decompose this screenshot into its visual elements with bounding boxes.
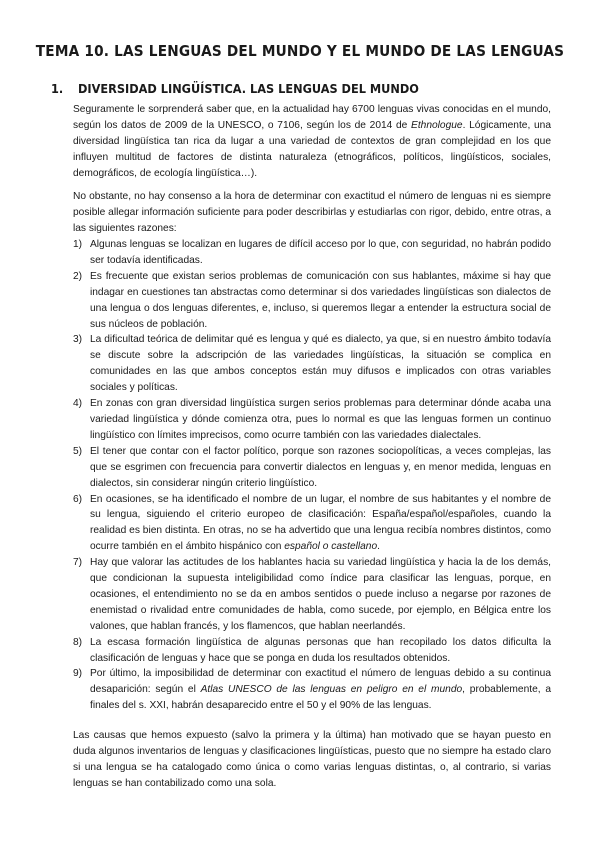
list-item-number: 5) bbox=[73, 445, 83, 457]
list-item-text: En zonas con gran diversidad lingüística surgen serios problemas para determinar dónde acaba una variedad lingüística y dónde comienza otra, pues lo normal es que las lenguas formen un continuo lingüístico con límites imprecisos, como ocurre también con las variedades dialectales. bbox=[90, 398, 551, 441]
list-item-text: En ocasiones, se ha identificado el nombre de un lugar, el nombre de sus habitantes y el nombre de su lengua, siguiendo el criterio europeo de clasificación: España/español/españoles, cuando la realidad es bien distinta. En otras, no se ha advertido que una lengua recibía nombres distintos, como ocurre también en el ámbito hispánico con bbox=[90, 493, 551, 553]
list-item-text: Algunas lenguas se localizan en lugares de difícil acceso por lo que, con seguridad, no habrán podido ser todavía identificadas. bbox=[90, 239, 551, 266]
section-number: 1. bbox=[51, 81, 64, 96]
list-item bbox=[73, 269, 551, 333]
section-heading bbox=[51, 81, 419, 96]
list-item-number: 2) bbox=[73, 270, 83, 282]
list-item bbox=[73, 237, 551, 269]
list-item-text: La escasa formación lingüística de algunas personas que han recopilado los datos dificulta la clasificación de lenguas y hace que se ponga en duda los resultados obtenidos. bbox=[90, 636, 551, 664]
list-item-text: Por último, la imposibilidad de determinar con exactitud el número de lenguas debido a su continua desaparición: según el bbox=[90, 668, 551, 696]
list-item bbox=[73, 444, 551, 492]
list-item-tail: , probablemente, a finales del s. XXI, habrán desaparecido entre el 50 y el 90% de las lenguas. bbox=[90, 684, 552, 712]
list-item-text: Hay que valorar las actitudes de los hablantes hacia su variedad lingüística y hacia la de los demás, que condicionan la supuesta inteligibilidad como índice para clasificar las lenguas, porque, en ocasiones, el entendimiento no se da en ambos sentidos o puede incluso a negarse por razones de enemistad o rivalidad entre comunidades de habla, como sucede, por ejemplo, en Bélgica entre los valones, que hablan francés, y los flamencos, que hablan neerlandés. bbox=[90, 557, 551, 632]
reasons-list bbox=[73, 237, 551, 714]
paragraph-intro-text-b: . Lógicamente, una diversidad lingüística tan rica da lugar a una variedad de contextos de gran complejidad en los que influyen multitud de factores de distinta naturaleza (etnográficos, políticos, lingüísticos, sociales, demográficos, de ecología lingüística…). bbox=[73, 119, 551, 179]
paragraph-conclusion: Las causas que hemos expuesto (salvo la primera y la última) han motivado que se hayan puesto en duda algunos inventarios de lenguas y clasificaciones lingüísticas, puesto que no siempre ha estado claro si una lengua se ha catalogado como única o como varias lenguas distintas, o, al contrario, si varias lenguas se han contabilizado como una sola. bbox=[73, 730, 551, 789]
list-item-text: Es frecuente que existan serios problemas de comunicación con sus hablantes, máxime si hay que indagar en cuestiones tan abstractas como determinar si dos variedades lingüísticas son dialectos de una lengua o dos lenguas diferentes, e, incluso, si queremos llegar a entender la estructura social de sus núcleos de población. bbox=[90, 270, 551, 330]
paragraph-intro bbox=[73, 102, 551, 182]
list-item bbox=[73, 635, 551, 667]
page-title: TEMA 10. LAS LENGUAS DEL MUNDO Y EL MUNDO DE LAS LENGUAS bbox=[35, 42, 565, 60]
paragraph-reasons-intro: No obstante, no hay consenso a la hora de determinar con exactitud el número de lenguas ni es siempre posible allegar información suficiente para poder describirlas y estudiarlas con rigor, debido, entre otras, a las siguientes razones: bbox=[73, 191, 551, 234]
list-item-number: 8) bbox=[73, 636, 83, 648]
list-item bbox=[73, 492, 551, 556]
list-item bbox=[73, 396, 551, 444]
list-item-number: 6) bbox=[73, 493, 83, 505]
list-item bbox=[73, 666, 551, 714]
paragraph-intro-emphasis: Ethnologue bbox=[411, 119, 463, 131]
list-item-emphasis: español o castellano bbox=[284, 541, 378, 553]
list-item bbox=[73, 555, 551, 635]
list-item-number: 7) bbox=[73, 557, 83, 569]
list-item-number: 3) bbox=[73, 334, 83, 346]
list-item bbox=[73, 332, 551, 396]
list-item-emphasis: Atlas UNESCO de las lenguas en peligro en el mundo bbox=[200, 684, 463, 696]
list-item-number: 1) bbox=[73, 239, 83, 250]
list-item-tail: . bbox=[377, 541, 380, 553]
paragraph-intro-text-a: Seguramente le sorprenderá saber que, en la actualidad hay 6700 lenguas vivas conocidas en el mundo, según los datos de 2009 de la UNESCO, o 7106, según los de 2014 de bbox=[73, 104, 551, 131]
list-item-text: La dificultad teórica de delimitar qué es lengua y qué es dialecto, ya que, si en nuestro ámbito todavía se discute sobre la adscripción de las variedades lingüísticas, la situación se complica en comunidades en las que ambos conceptos están muy difusos e implicados con otras variables sociales y políticas. bbox=[90, 334, 551, 394]
list-item-text: El tener que contar con el factor político, porque son razones sociopolíticas, a veces complejas, las que se esgrimen con frecuencia para convertir dialectos en lenguas y, en menor medida, lenguas en dialectos, sin considerar ningún criterio lingüístico. bbox=[90, 445, 551, 489]
list-item-number: 9) bbox=[73, 668, 83, 680]
list-item-number: 4) bbox=[73, 398, 83, 410]
section-title: DIVERSIDAD LINGÜÍSTICA. LAS LENGUAS DEL MUNDO bbox=[78, 81, 419, 96]
